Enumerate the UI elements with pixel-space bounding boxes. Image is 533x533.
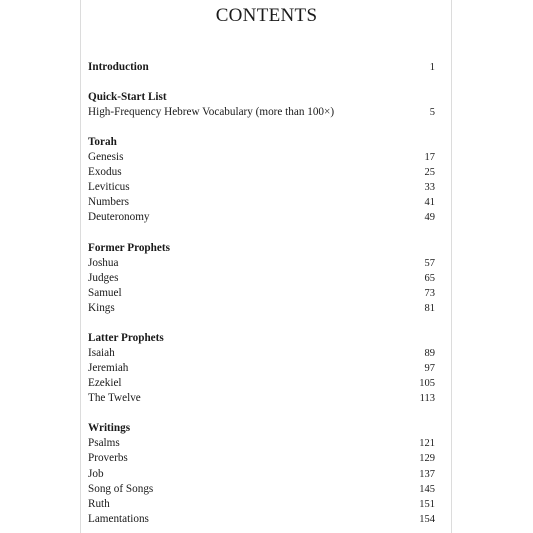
page-number: 25 <box>424 167 435 179</box>
entry-label: Numbers <box>88 196 130 209</box>
toc-entry[interactable] <box>88 467 435 482</box>
entry-label: Leviticus <box>88 181 130 194</box>
toc-section-former-prophets <box>88 241 435 316</box>
toc-entry[interactable] <box>88 180 435 195</box>
toc-entry[interactable] <box>88 165 435 180</box>
entry-label: Samuel <box>88 286 122 299</box>
page-number: 65 <box>424 272 435 284</box>
page-number: 57 <box>424 257 435 269</box>
entry-label: High-Frequency Hebrew Vocabulary (more than 100×) <box>88 106 335 118</box>
entry-label: Joshua <box>88 256 119 269</box>
toc-entry[interactable] <box>88 451 435 466</box>
entry-label: Judges <box>88 271 119 284</box>
toc-entry[interactable] <box>88 195 435 210</box>
entry-label: Kings <box>88 301 115 314</box>
page-number: 5 <box>429 107 435 118</box>
toc-section-writings <box>88 421 435 527</box>
toc-section-torah <box>88 135 435 225</box>
toc-entry[interactable] <box>88 391 435 406</box>
entry-label: Deuteronomy <box>88 211 150 224</box>
entry-label: Ruth <box>88 497 110 510</box>
page-number: 145 <box>419 483 435 495</box>
page-number: 97 <box>424 363 435 375</box>
entry-label: The Twelve <box>88 392 141 405</box>
toc-entry[interactable] <box>88 256 435 271</box>
entry-label: Lamentations <box>88 512 149 525</box>
toc-entry[interactable] <box>88 286 435 301</box>
section-title: Former Prophets <box>88 241 170 254</box>
entry-label: Psalms <box>88 437 120 450</box>
section-title: Introduction <box>88 61 149 73</box>
section-title: Quick-Start List <box>88 91 167 103</box>
page-number: 121 <box>419 438 435 450</box>
page-number: 33 <box>424 182 435 194</box>
page-number: 89 <box>424 347 435 359</box>
section-title: Torah <box>88 136 117 149</box>
entry-label: Ezekiel <box>88 377 122 390</box>
page-number: 49 <box>424 212 435 224</box>
entry-label: Genesis <box>88 151 124 164</box>
entry-label: Isaiah <box>88 346 115 359</box>
toc-entry[interactable] <box>88 376 435 391</box>
page-number: 113 <box>419 393 435 405</box>
toc-entry[interactable] <box>88 482 435 497</box>
toc-section-header <box>88 241 435 256</box>
toc-entry[interactable] <box>88 346 435 361</box>
page-number: 17 <box>424 152 435 164</box>
page-number: 154 <box>419 513 435 525</box>
toc-entry[interactable] <box>88 271 435 286</box>
page-number: 105 <box>419 378 435 390</box>
toc-section-latter-prophets <box>88 331 435 406</box>
toc-entry[interactable] <box>88 210 435 225</box>
toc-entry[interactable] <box>88 150 435 165</box>
page-number: 151 <box>419 498 435 510</box>
toc-section-header[interactable] <box>88 60 435 75</box>
page-number: 129 <box>419 453 435 465</box>
page-title: CONTENTS <box>215 5 318 26</box>
toc-entry[interactable] <box>88 436 435 451</box>
table-of-contents <box>88 60 435 527</box>
section-title: Latter Prophets <box>88 331 164 344</box>
entry-label: Jeremiah <box>88 362 129 375</box>
toc-section-quick-start <box>88 90 435 120</box>
entry-label: Job <box>88 467 104 480</box>
page-number: 137 <box>419 468 435 480</box>
toc-section-introduction <box>88 60 435 75</box>
toc-section-header <box>88 331 435 346</box>
toc-section-header <box>88 421 435 436</box>
toc-entry[interactable] <box>88 512 435 527</box>
toc-entry[interactable] <box>88 301 435 316</box>
page-number: 1 <box>429 62 435 73</box>
entry-label: Exodus <box>88 166 122 179</box>
page-number: 73 <box>424 287 435 299</box>
toc-entry[interactable] <box>88 497 435 512</box>
toc-entry[interactable] <box>88 361 435 376</box>
section-title: Writings <box>88 422 131 435</box>
toc-entry[interactable] <box>88 105 435 120</box>
page-number: 41 <box>424 197 435 209</box>
toc-section-header <box>88 90 435 105</box>
entry-label: Song of Songs <box>88 482 154 495</box>
toc-section-header <box>88 135 435 150</box>
page-number: 81 <box>424 302 435 314</box>
entry-label: Proverbs <box>88 452 128 465</box>
